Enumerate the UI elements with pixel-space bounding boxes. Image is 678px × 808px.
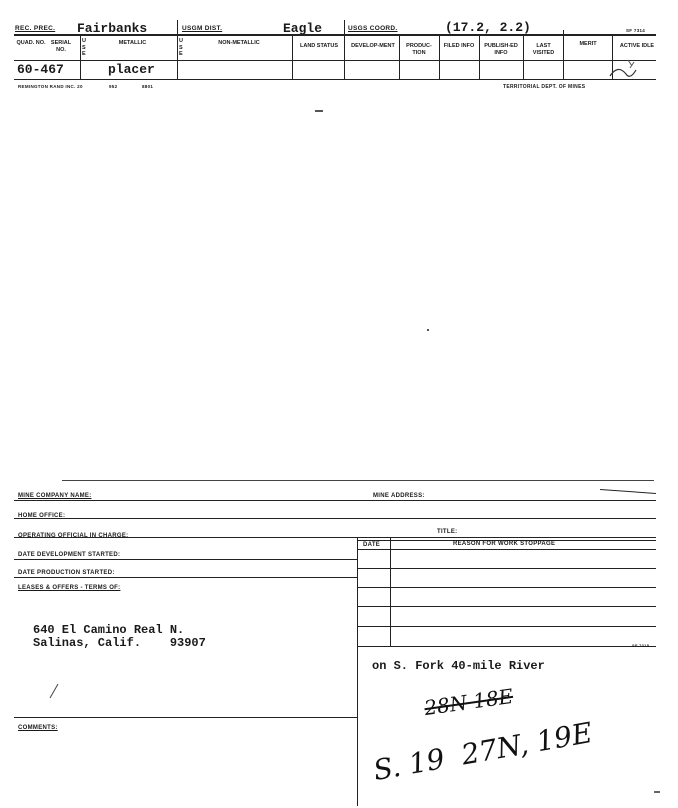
col-last-visited: LAST VISITED [532,43,555,56]
rec-prec-value: Fairbanks [77,21,148,36]
operating-official-label: OPERATING OFFICIAL IN CHARGE: [18,533,129,539]
divider [357,537,358,646]
header-rule [14,34,656,36]
reason-col-label: REASON FOR WORK STOPPAGE [453,541,556,547]
col-development: DEVELOP-MENT [351,43,395,49]
form-code-top: SF 7314 [626,28,646,33]
divider [439,36,440,79]
rule [14,500,656,501]
rule [357,626,656,627]
divider [292,36,293,79]
col-published-info: PUBLISH-ED INFO [484,43,518,56]
mine-company-name-label: MINE COMPANY NAME: [18,493,92,499]
col-use-2: U S E [179,38,183,57]
divider [523,36,524,79]
divider [80,36,81,79]
col-metallic: METALLIC [118,40,147,46]
divider [390,537,391,646]
usgs-coord-value: (17.2, 2.2) [445,20,531,35]
rule [14,559,357,560]
card-top-edge [62,480,654,481]
department-label: TERRITORIAL DEPT. OF MINES [503,84,586,90]
usgs-coord-label: USGS COORD. [348,25,398,32]
rule [14,717,357,718]
col-merit: MERIT [579,41,597,47]
date-dev-started-label: DATE DEVELOPMENT STARTED: [18,552,121,558]
date-col-label: DATE [363,542,381,548]
rule [600,489,656,494]
quad-serial-value: 60-467 [17,62,64,77]
rule [14,518,656,519]
rule [14,537,656,538]
col-active-idle: ACTIVE IDLE [619,43,655,49]
speck [427,329,429,331]
address-line-2: Salinas, Calif. 93907 [33,636,206,650]
col-non-metallic: NON-METALLIC [218,40,260,46]
rule [357,568,656,569]
metallic-value: placer [108,62,155,77]
form-code-back: SF 7315 [632,643,650,648]
rule [357,549,656,550]
pencil-mark [46,682,62,700]
column-header-rule [14,60,656,61]
rule [14,577,357,578]
speck [315,110,323,112]
col-serial-no: SERIAL NO. [50,40,72,53]
printer-code-1: 952 [109,84,118,89]
rule [357,646,656,647]
row-rule [14,79,656,80]
divider [479,36,480,79]
leases-label: LEASES & OFFERS - TERMS OF: [18,585,121,591]
printer-code-2: 8801 [142,84,154,89]
col-land-status: LAND STATUS [300,43,338,49]
handwritten-location [371,716,595,787]
usgm-dist-label: USGM DIST. [182,25,223,32]
printer-label: REMINGTON RAND INC. 20 [18,84,83,89]
comments-label: COMMENTS: [18,725,58,731]
handwritten-struck-location [423,684,515,720]
location-note: on S. Fork 40-mile River [372,659,545,673]
divider [357,646,358,806]
col-quad-no: QUAD. NO. [16,40,46,46]
handwritten-struck-text: 28N 18E [422,683,515,721]
divider [563,30,564,79]
col-filed-info: FILED INFO [443,43,475,49]
rule [357,606,656,607]
handwritten-location-text: S. 19 27N, 19E [370,716,595,787]
rec-prec-label: REC. PREC. [15,25,56,32]
divider [177,20,178,79]
speck [654,791,660,793]
home-office-label: HOME OFFICE: [18,513,66,519]
mine-address-label: MINE ADDRESS: [373,493,425,499]
col-production: PRODUC-TION [406,43,432,56]
col-use-1: U S E [82,38,86,57]
date-prod-started-label: DATE PRODUCTION STARTED: [18,570,115,576]
pencil-mark [606,56,646,82]
rule [357,587,656,588]
title-label: TITLE: [437,529,458,535]
address-line-1: 640 El Camino Real N. [33,623,185,637]
divider [344,20,345,79]
usgm-dist-value: Eagle [283,21,323,36]
divider [399,36,400,79]
